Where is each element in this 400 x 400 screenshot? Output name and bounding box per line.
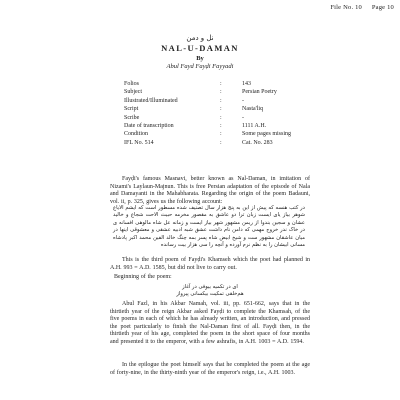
metadata-value: Nasta'liq [242,106,264,113]
metadata-colon: : [220,123,222,130]
metadata-colon: : [220,131,222,138]
metadata-row [124,114,362,122]
metadata-label: IFL No. 514 [124,139,154,146]
metadata-value: 143 [242,81,251,87]
body-paragraph: Abul Fazl, in his Akbar Namah, vol. iii, pp. 651-662, says that in the thirtieth year of the reign Akbar asked Fayḍi to complete the Khamsah, of the five poems in each of which he has already written, an introduction, and pressed the poet particularly to finish the Nal-Daman first of all. Fayḍi then, in the thirtieth year of his age, completed the poem in the short space of four months and presented it to the emperor, with a few ashrafis, in A.H. 1003 = A.D. 1594. [110,301,310,345]
metadata-label: Subject [124,89,142,96]
title-urdu: نل و دمن [186,34,214,42]
metadata-label: Folios [124,81,140,87]
metadata-row [124,80,362,88]
body-paragraph: Beginning of the poem: [114,274,172,280]
metadata-row [124,139,362,147]
metadata-label: Condition [124,131,149,138]
metadata-colon: : [220,106,222,113]
metadata-value: - [242,114,244,121]
metadata-label: Illustrated/Illuminated [124,97,178,104]
author-name: Abul Fayd Fayḍi Fayyadi [166,63,234,70]
metadata-label: Date of transcription [124,123,174,130]
file-number: File No. 10 [330,4,362,11]
metadata-value: Persian Poetry [242,89,277,96]
metadata-value: - [242,97,244,104]
file-page-header [322,4,394,11]
body-paragraph: In the epilogue the poet himself says that he completed the poem at the age of forty-nine, in the thirty-ninth year of the emperor's reign, i.e., A.H. 1003. [110,362,310,376]
by-label: By [196,55,204,62]
metadata-label: Scribe [124,114,140,121]
persian-verse: ای در تکمیه بیوفی در آغاز هم‌خلقی تمکیت بیکسانی پیرواز [176,284,244,298]
body-paragraph: This is the third poem of Fayḍi's Khamseh which the poet had planned in A.H. 993 = A.D. 1585, but did not live to carry out. [110,257,310,271]
metadata-colon: : [220,81,222,87]
metadata-row [124,122,362,130]
metadata-value: 1111 A.H. [242,123,267,130]
metadata-value: Some pages missing [242,131,291,138]
metadata-colon: : [220,89,222,96]
document-title: NAL-U-DAMAN [161,43,239,53]
page-number: Page 10 [371,4,394,11]
metadata-value: Cat. No. 283 [242,139,273,146]
metadata-colon: : [220,97,222,104]
persian-quotation: در کتب هنسه که پیش از این به پنج هزار سال تصنیف شده مسطور است که ایشم الایاع شوهر بیاز یای ایست زبان ترا دو عاشق به مقصور مخرمه حبیث الاحت شجاع و خالید عشان و سجین بندوا از ریمن مشهور شهر بیاز ایست و زمانه عل شاه مالوهی افسانه ی در خاک ندر خروج مهمی که دامن نام داشت عشق شبه ادبیه عشقی و معشوقی اینها در میان عاشقان مشهور ست و شیخ ابیض شاه پسر بمه چنگ خالد الفین محمد اکبر پادشاه مسانی ابیشان را به نظم نرم آورده و آنچه را سی هزار بیت رسانده [113,205,305,249]
metadata-row [124,97,362,105]
metadata-table [124,80,362,147]
metadata-row [124,105,362,113]
metadata-colon: : [220,139,222,146]
metadata-row [124,88,362,96]
metadata-colon: : [220,114,222,121]
metadata-label: Script [124,106,139,113]
metadata-row [124,130,362,138]
body-paragraph: Fayḍi's famous Masnavi, better known as Nal-Daman, in imitation of Nizami's Laylaun-Majnun. This is free Persian adaptation of the episode of Nala and Damayanti in the Mahabharata. Regarding the origin of the poem Badauni, vol. ii, p. 325, gives us the following account: [110,176,310,205]
